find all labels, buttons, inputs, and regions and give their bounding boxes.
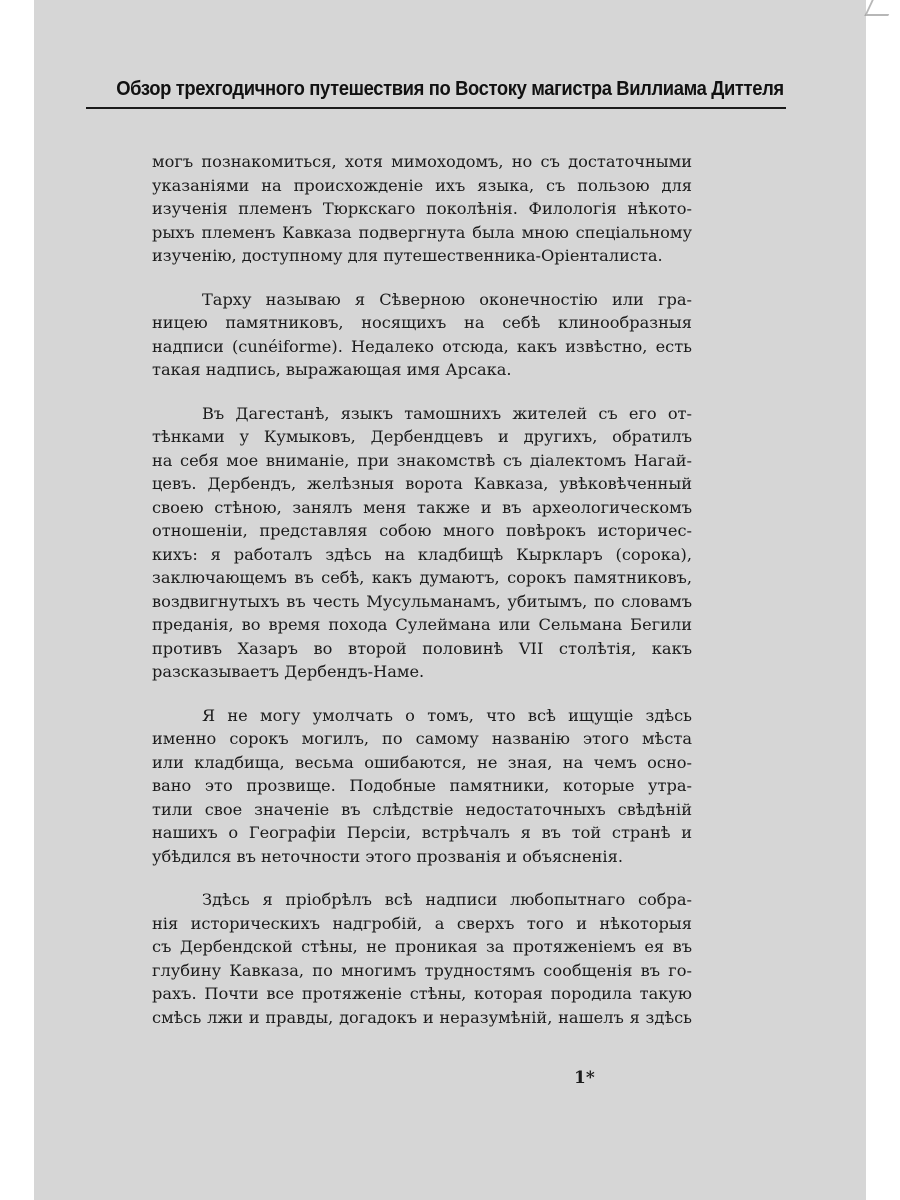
text-line: Я не могу умолчать о томъ, что всѣ ищущіе здѣсь: [202, 705, 692, 725]
text-line: Тарху называю я Сѣверною оконечностію или гра-: [202, 289, 692, 309]
text-line: рахъ. Почти все протяженіе стѣны, которая породила такую: [152, 984, 692, 1003]
text-line: изученію, доступному для путешественника-Оріенталиста.: [152, 246, 663, 265]
text-line: Здѣсь я пріобрѣлъ всѣ надписи любопытнаго собра-: [202, 890, 692, 909]
text-line: глубину Кавказа, по многимъ трудностямъ сообщенія въ го-: [152, 960, 692, 980]
text-line: ницею памятниковъ, носящихъ на себѣ клинообразныя: [152, 313, 692, 332]
text-line: цевъ. Дербендъ, желѣзныя ворота Кавказа, увѣковѣченный: [152, 474, 692, 493]
text-line: Въ Дагестанѣ, языкъ тамошнихъ жителей съ его от-: [202, 403, 692, 423]
text-line: смѣсь лжи и правды, догадокъ и неразумѣній, нашелъ я здѣсь: [152, 1007, 692, 1027]
text-line: указаніями на происхожденіе ихъ языка, съ пользою для: [152, 175, 692, 195]
text-line: изученія племенъ Тюркскаго поколѣнія. Филологія нѣкото-: [152, 199, 692, 218]
paragraph-gap: [152, 684, 692, 704]
text-line: могъ познакомиться, хотя мимоходомъ, но съ достаточными: [152, 152, 692, 171]
text-line: тѣнками у Кумыковъ, Дербендцевъ и другихъ, обратилъ: [152, 427, 692, 446]
text-line: противъ Хазаръ во второй половинѣ VII столѣтія, какъ: [152, 638, 692, 658]
text-line: рыхъ племенъ Кавказа подвергнута была мною спеціальному: [152, 222, 692, 242]
page-title: Обзор трехгодичного путешествия по Востоку магистра Виллиама Диттеля: [116, 78, 784, 100]
header-divider: [86, 107, 786, 109]
text-line: именно сорокъ могилъ, по самому названію этого мѣста: [152, 729, 692, 748]
paragraph: [152, 704, 692, 869]
text-line: отношеніи, представляя собою много повѣрокъ историчес-: [152, 521, 692, 540]
text-line: надписи (cunéiforme). Недалеко отсюда, какъ извѣстно, есть: [152, 336, 692, 356]
text-line: заключающемъ въ себѣ, какъ думаютъ, сорокъ памятниковъ,: [152, 568, 692, 587]
paragraph-gap: [152, 268, 692, 288]
text-line: нашихъ о Географіи Персіи, встрѣчалъ я въ той странѣ и: [152, 823, 692, 842]
text-line: своею стѣною, занялъ меня также и въ археологическомъ: [152, 497, 692, 517]
text-line: преданія, во время похода Сулеймана или Сельмана Бегили: [152, 615, 692, 634]
page-number: 1*: [574, 1068, 595, 1088]
left-margin: [0, 0, 34, 1200]
paragraph-gap: [152, 382, 692, 402]
text-line: убѣдился въ неточности этого прозванія и объясненія.: [152, 846, 623, 866]
text-line: вано это прозвище. Подобные памятники, которые утра-: [152, 776, 692, 795]
paragraph: [152, 288, 692, 382]
text-line: разсказываетъ Дербендъ-Наме.: [152, 662, 425, 681]
paragraph: [152, 150, 692, 268]
text-line: нія историческихъ надгробій, а сверхъ того и нѣкоторыя: [152, 913, 692, 933]
text-line: съ Дербендской стѣны, не проникая за протяженіемъ ея въ: [152, 937, 692, 956]
text-line: или кладбища, весьма ошибаются, не зная, на чемъ осно-: [152, 752, 692, 772]
text-line: кихъ: я работалъ здѣсь на кладбищѣ Кыркларъ (сорока),: [152, 544, 692, 564]
paragraph: [152, 402, 692, 684]
text-line: такая надпись, выражающая имя Арсака.: [152, 360, 512, 379]
text-line: на себя мое вниманіе, при знакомствѣ съ діалектомъ Нагай-: [152, 450, 692, 470]
paragraph-gap: [152, 868, 692, 888]
paragraph: [152, 888, 692, 1029]
right-margin: [866, 0, 900, 1200]
body-text: [152, 150, 692, 1029]
text-line: тили свое значеніе въ слѣдствіе недостаточныхъ свѣдѣній: [152, 799, 692, 819]
text-line: воздвигнутыхъ въ честь Мусульманамъ, убитымъ, по словамъ: [152, 591, 692, 611]
